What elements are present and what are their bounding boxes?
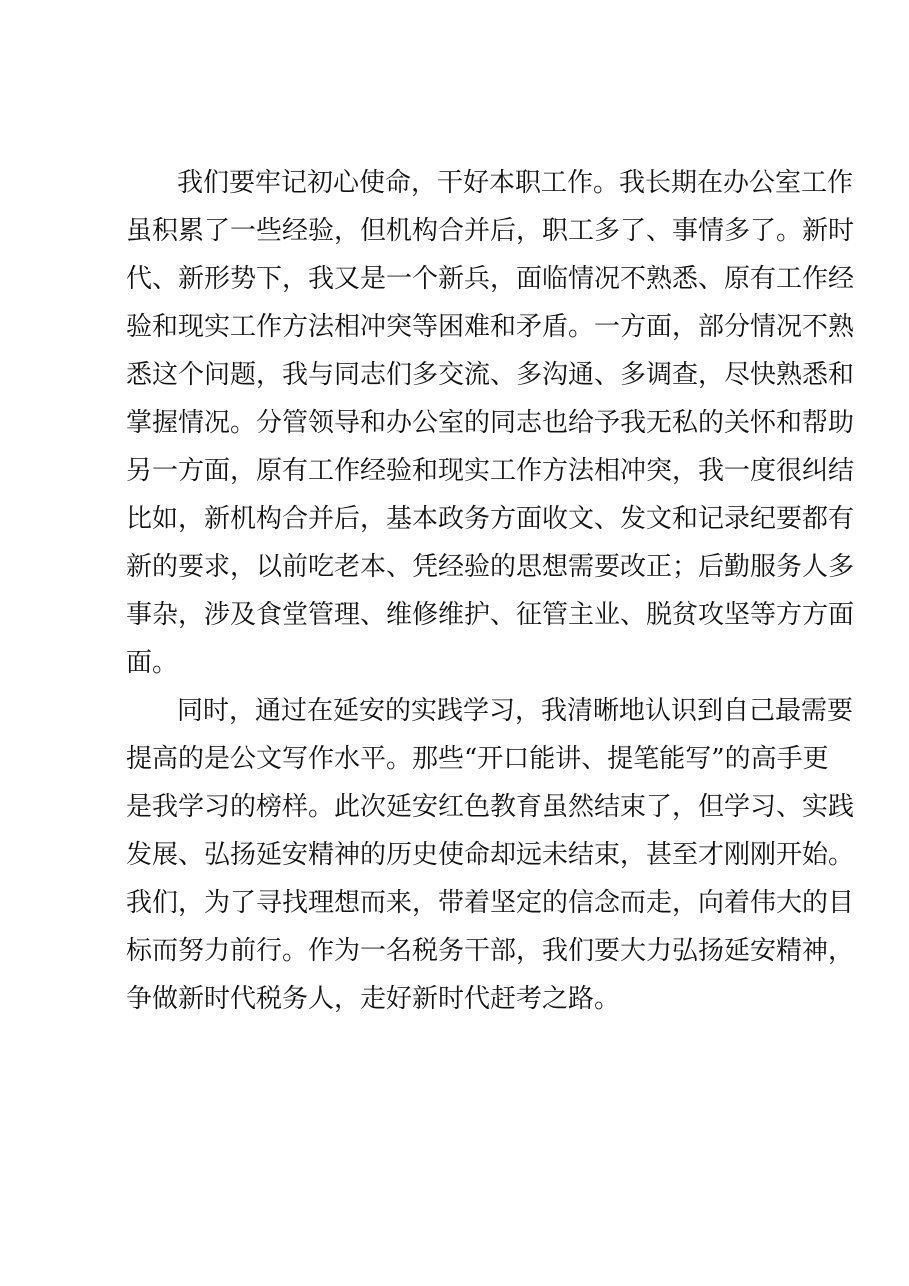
paragraph-2-line-1: 同时，通过在延安的实践学习，我清晰地认识到自己最需要 xyxy=(177,696,854,726)
paragraph-1-line-11: 面。 xyxy=(126,648,179,678)
paragraph-2-line-6: 标而努力前行。作为一名税务干部，我们要大力弘扬延安精神， xyxy=(126,936,855,966)
paragraph-2-line-2: 提高的是公文写作水平。那些“开口能讲、提笔能写”的高手更 xyxy=(126,744,829,774)
paragraph-1-line-7: 另一方面，原有工作经验和现实工作方法相冲突，我一度很纠结 xyxy=(126,456,855,486)
paragraph-1-line-3: 代、新形势下，我又是一个新兵，面临情况不熟悉、原有工作经 xyxy=(126,264,855,294)
paragraph-1-line-4: 验和现实工作方法相冲突等困难和矛盾。一方面，部分情况不熟 xyxy=(126,312,855,342)
paragraph-2-line-3: 是我学习的榜样。此次延安红色教育虽然结束了，但学习、实践 xyxy=(126,792,855,822)
paragraph-2-line-7: 争做新时代税务人，走好新时代赶考之路。 xyxy=(126,984,621,1014)
paragraph-1-line-1: 我们要牢记初心使命，干好本职工作。我长期在办公室工作 xyxy=(177,168,854,198)
paragraph-2-line-4: 发展、弘扬延安精神的历史使命却远未结束，甚至才刚刚开始。 xyxy=(126,840,855,870)
paragraph-1-line-5: 悉这个问题，我与同志们多交流、多沟通、多调查，尽快熟悉和 xyxy=(126,360,855,390)
paragraph-2-line-5: 我们，为了寻找理想而来，带着坚定的信念而走，向着伟大的目 xyxy=(126,888,855,918)
paragraph-1-line-10: 事杂，涉及食堂管理、维修维护、征管主业、脱贫攻坚等方方面 xyxy=(126,600,855,630)
paragraph-1-line-6: 掌握情况。分管领导和办公室的同志也给予我无私的关怀和帮助 xyxy=(126,408,855,438)
paragraph-1-line-2: 虽积累了一些经验，但机构合并后，职工多了、事情多了。新时 xyxy=(126,216,855,246)
paragraph-1-line-8: 比如，新机构合并后，基本政务方面收文、发文和记录纪要都有 xyxy=(126,504,855,534)
paragraph-1-line-9: 新的要求，以前吃老本、凭经验的思想需要改正；后勤服务人多 xyxy=(126,552,855,582)
